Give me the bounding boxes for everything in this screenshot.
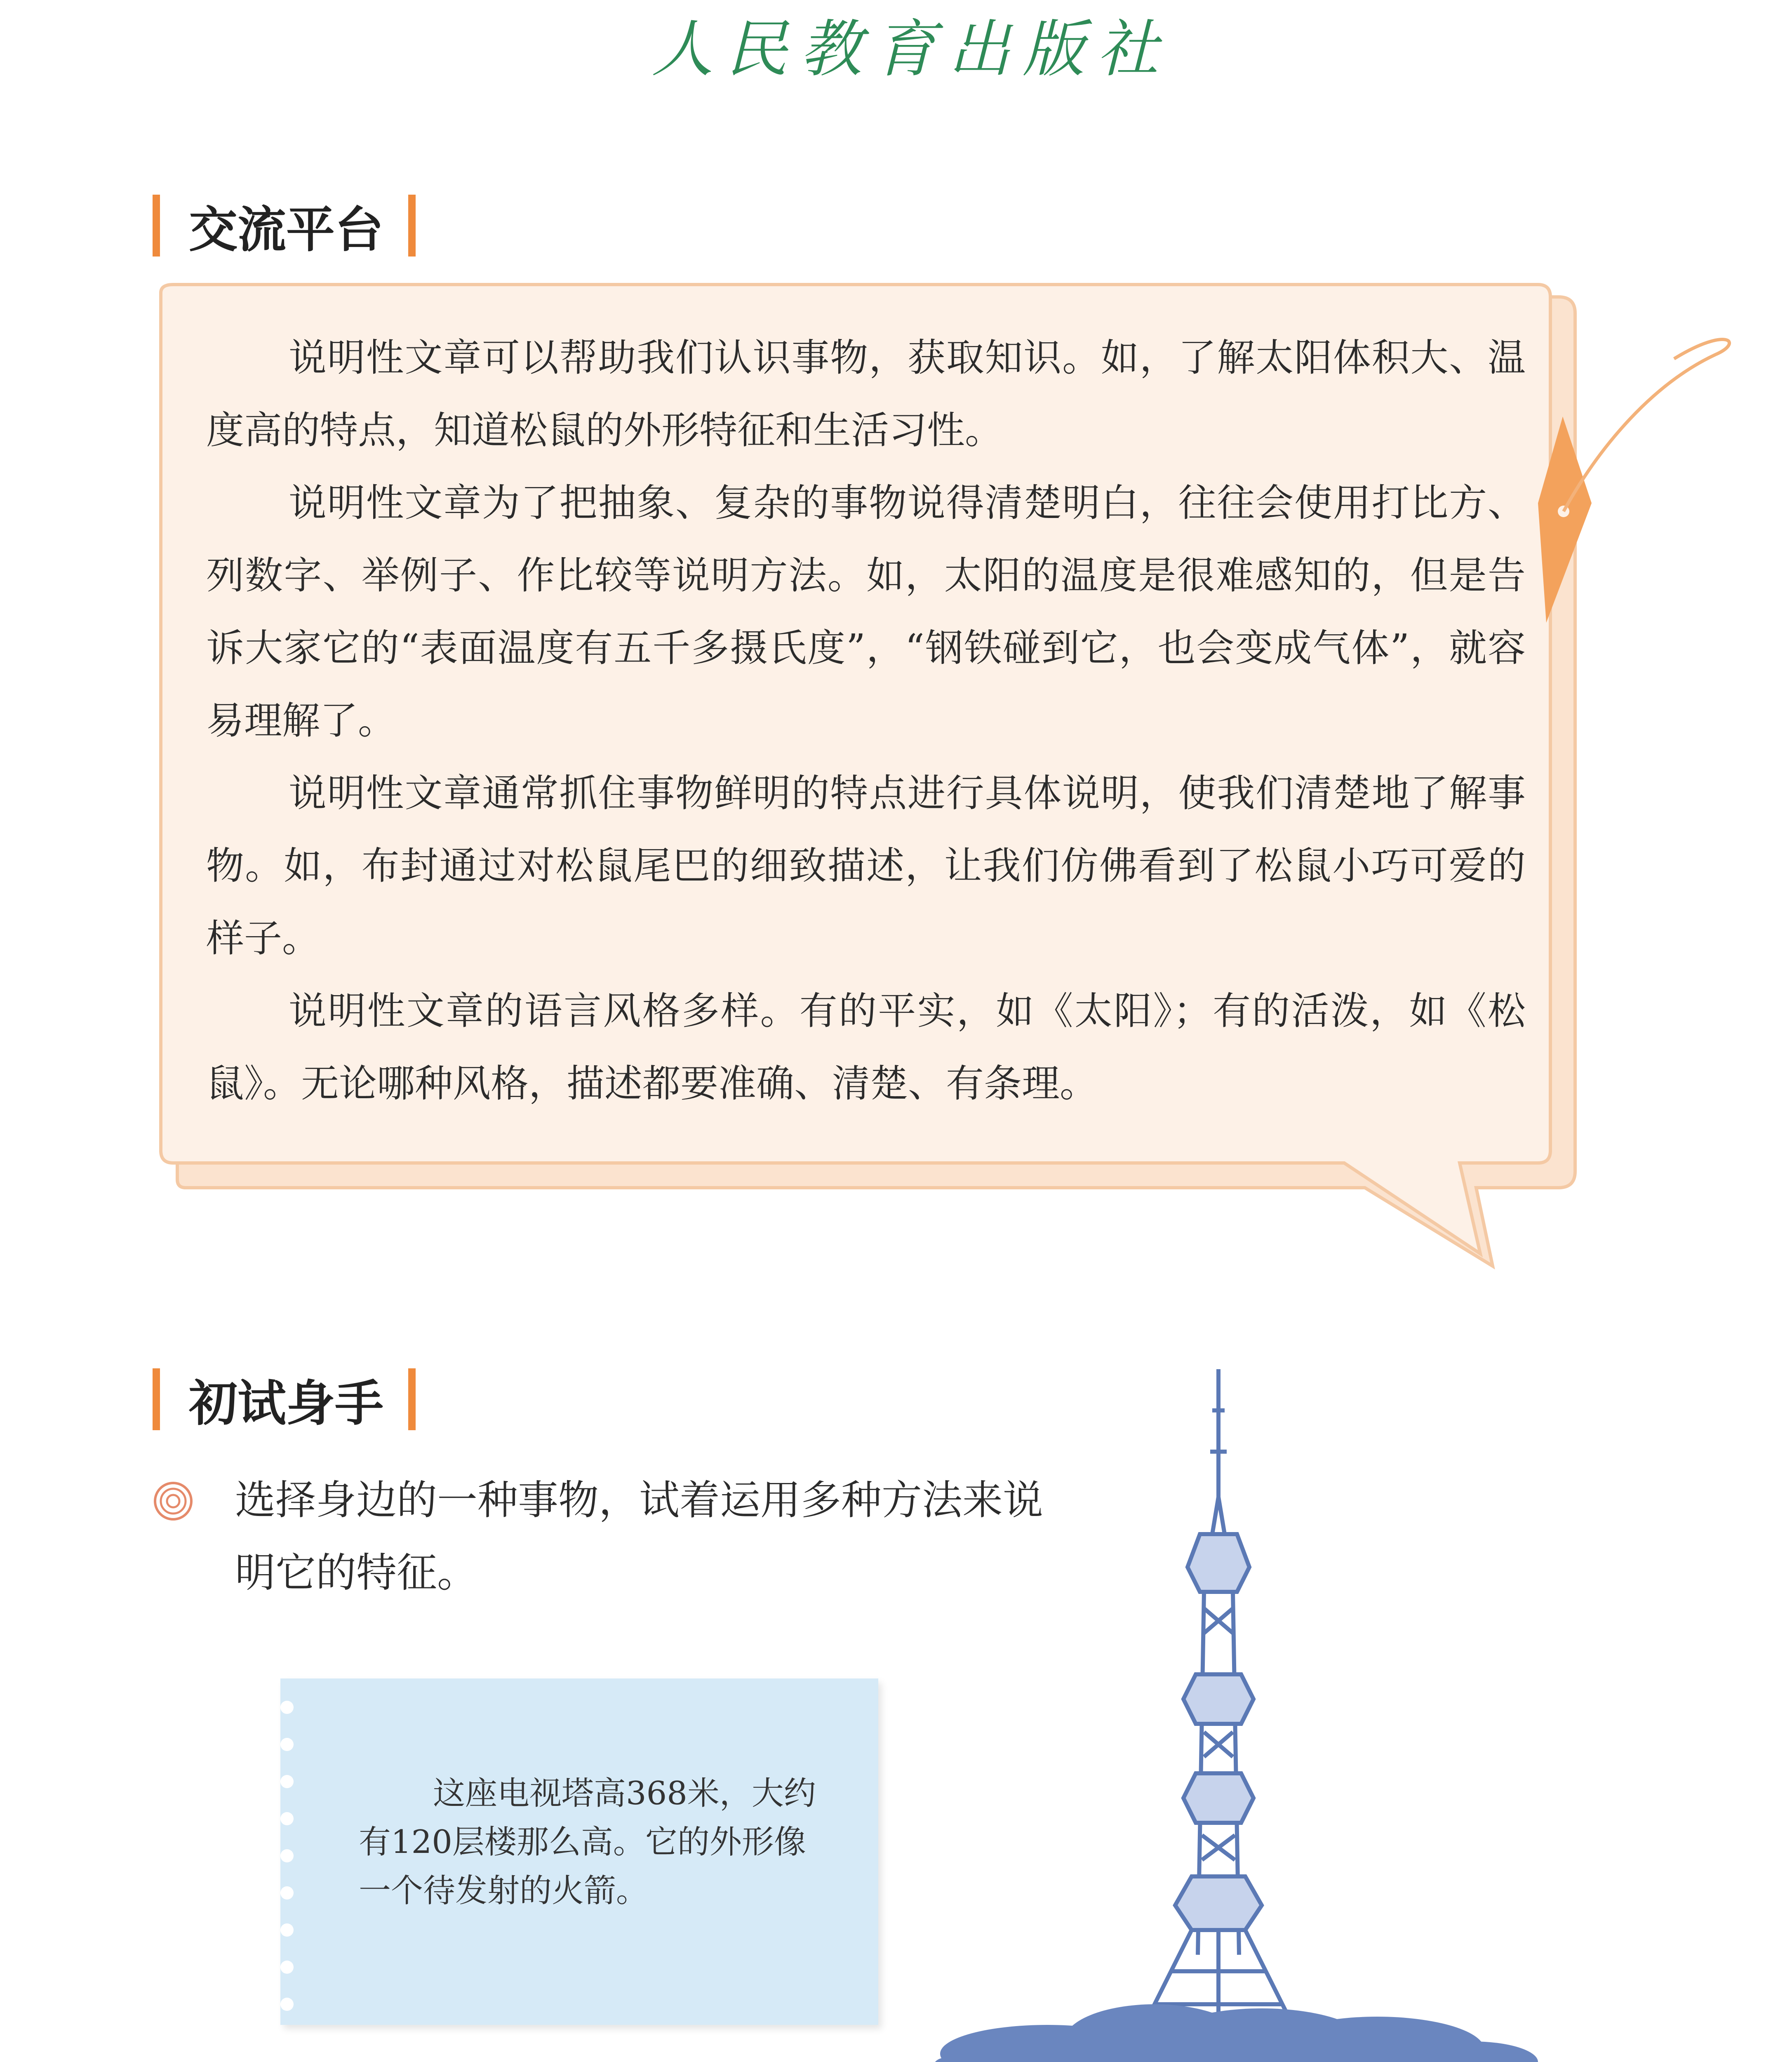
section-title-text: 初试身手 (189, 1375, 384, 1432)
exchange-content (206, 322, 1526, 1120)
tv-tower-illustration (924, 1361, 1542, 2062)
title-bar-right (408, 195, 416, 257)
binder-holes (275, 1699, 299, 2013)
section-title-try (153, 1364, 416, 1434)
title-bar-right (408, 1368, 416, 1430)
task-describe-object: 选择身边的一种事物，试着运用多种方法来说明它的特征。 (235, 1477, 1044, 1596)
section-title-exchange (153, 191, 416, 261)
publisher-watermark-top: 人民教育出版社 (651, 14, 1171, 85)
exchange-paragraph-1: 说明性文章可以帮助我们认识事物，获取知识。如，了解太阳体积大、温度高的特点，知道松鼠的外形特征和生活习性。 (206, 336, 1526, 452)
section-title-text: 交流平台 (189, 201, 384, 258)
exchange-paragraph-3: 说明性文章通常抓住事物鲜明的特点进行具体说明，使我们清楚地了解事物。如，布封通过对松鼠尾巴的细致描述，让我们仿佛看到了松鼠小巧可爱的样子。 (206, 771, 1526, 960)
title-bar-left (153, 1368, 160, 1430)
swirl-bullet-icon (153, 1481, 194, 1522)
note-paragraph: 这座电视塔高368米，大约有120层楼那么高。它的外形像一个待发射的火箭。 (359, 1775, 816, 1909)
exchange-paragraph-4: 说明性文章的语言风格多样。有的平实，如《太阳》；有的活泼，如《松鼠》。无论哪种风格，描述都要准确、清楚、有条理。 (206, 989, 1526, 1106)
example-note-text (359, 1769, 833, 1915)
title-bar-left (153, 195, 160, 257)
exchange-paragraph-2: 说明性文章为了把抽象、复杂的事物说得清楚明白，往往会使用打比方、列数字、举例子、作比较等说明方法。如，太阳的温度是很难感知的，但是告诉大家它的“表面温度有五千多摄氏度”，“钢铁碰到它，也会变成气体”，就容易理解了。 (206, 481, 1526, 743)
